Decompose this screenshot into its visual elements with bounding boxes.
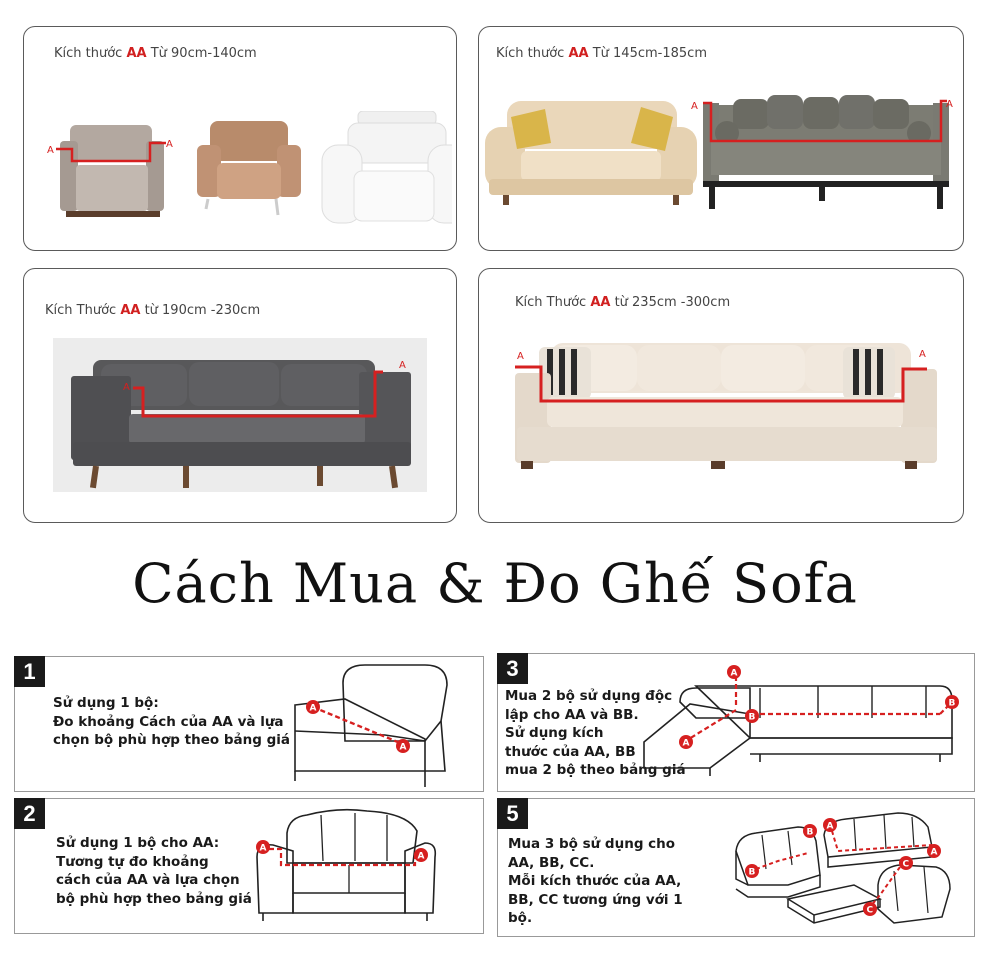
step-text: Mua 3 bộ sử dụng cho AA, BB, CC. Mỗi kích thước của AA, BB, CC tương ứng với 1 bộ. [508,836,683,926]
panel-caption: Kích thước AA Từ 145cm-185cm [496,46,707,61]
svg-text:B: B [806,827,814,838]
panel-armchair [23,26,457,251]
svg-text:B: B [748,867,756,878]
step-2-box [14,798,484,934]
step-number: 1 [14,656,45,687]
sofa-sketch [237,803,447,931]
step-text: Mua 2 bộ sử dụng độc lập cho AA và BB. Sử dụng kích thước của AA, BB mua 2 bộ theo bảng giá [505,688,686,778]
sofa-set-sketch [728,801,958,933]
three-seater-illustration [53,338,427,492]
svg-text:A: A [930,847,938,858]
step-text: Sử dụng 1 bộ: Đo khoảng Cách của AA và lựa chọn bộ phù hợp theo bảng giá [53,695,291,748]
step-number: 3 [497,653,528,684]
grey-sofa [691,95,953,209]
four-seater-illustration [491,339,951,479]
cream-sofa [485,101,697,205]
panel-loveseat [478,26,964,251]
panel-caption: Kích thước AA Từ 90cm-140cm [54,46,257,61]
step-number: 2 [14,798,45,829]
panel-caption: Kích Thước AA từ 190cm -230cm [45,303,261,318]
tan-armchair [197,121,301,215]
svg-text:A: A [123,382,130,393]
page-title: Cách Mua & Đo Ghế Sofa [132,552,858,615]
loveseat-illustration [481,91,961,216]
svg-text:A: A [166,139,173,150]
svg-text:C: C [902,859,910,870]
step-text: Sử dụng 1 bộ cho AA: Tương tự đo khoảng cách của AA và lựa chọn bộ phù hợp theo bảng giá [56,835,252,907]
svg-text:A: A [309,703,317,714]
svg-text:A: A [399,742,407,753]
panel-three-seater [23,268,457,523]
svg-text:A: A [730,668,738,679]
svg-text:A: A [47,145,54,156]
svg-text:A: A [946,99,953,110]
white-armchair [322,111,452,223]
step-number: 5 [497,798,528,829]
step-1-box [14,656,484,792]
svg-text:B: B [748,712,756,723]
panel-caption: Kích Thước AA từ 235cm -300cm [515,295,731,310]
armchair-illustration [32,111,452,241]
panel-four-seater [478,268,964,523]
svg-text:A: A [417,851,425,862]
grey-armchair [47,125,173,217]
sectional-sketch [640,658,970,788]
svg-text:A: A [517,351,524,362]
svg-text:A: A [399,360,406,371]
step-5-box [497,798,975,937]
loveseat-sketch [285,661,465,789]
svg-text:A: A [919,349,926,360]
svg-text:B: B [948,698,956,709]
svg-text:C: C [866,905,874,916]
svg-text:A: A [259,843,267,854]
svg-text:A: A [826,821,834,832]
svg-text:A: A [691,101,698,112]
svg-text:A: A [682,738,690,749]
step-3-box [497,653,975,792]
